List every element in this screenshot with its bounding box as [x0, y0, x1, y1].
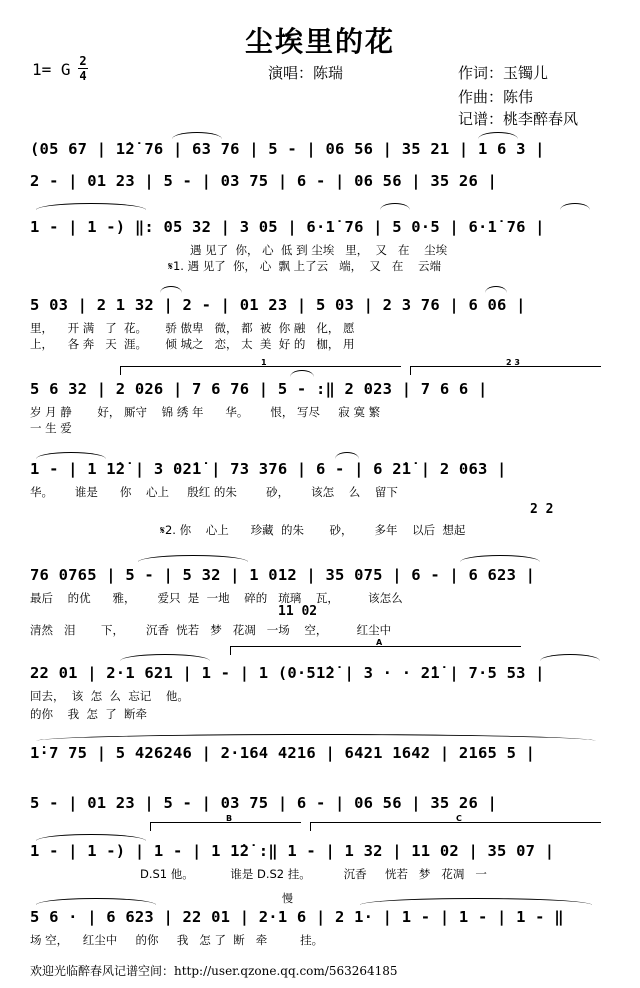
lyric-row-6-b: 𝄋2. 你 心上 珍藏 的朱 砂， 多年 以后 想起 [160, 523, 466, 537]
lyric-row-8-a: 回去， 该 怎 么 忘记 他。 [30, 689, 189, 703]
lyric-row-4-b: 上， 各 奔 天 涯。 倾 城之 恋， 太 美 好 的 枷， 用 [30, 337, 355, 351]
footer-link[interactable]: 欢迎光临醉春风记谱空间：http://user.qzone.qq.com/563264185 [30, 964, 398, 978]
key-signature: 1= G [32, 60, 71, 79]
lyric-row-5-b: 一 生 爱 [30, 421, 72, 435]
lyric-row-8-b: 的你 我 怎 了 断牵 [30, 707, 148, 721]
volta-b: B [150, 822, 301, 831]
lyric-row-6-a: 华。 谁是 你 心上 殷红 的朱 砂， 该怎 么 留下 [30, 485, 398, 499]
lyric-row-3-b: 𝄋1. 遇 见了 你， 心 飘 上了云 端， 又 在 云端 [168, 259, 442, 273]
notation-row-2: 2 - | 01 23 | 5 - | 03 75 | 6 - | 06 56 | 35 26 | [30, 172, 498, 190]
transcriber-credit: 记谱：桃李醉春风 [458, 110, 579, 128]
lyric-row-12-a: 场 空， 红尘中 的你 我 怎 了 断 牵 挂。 [30, 933, 324, 947]
notation-row-3: 1 - | 1 -) ‖: 05 32 | 3 05 | 6·1̇ 76 | 5 0·5 | 6·1̇ 76 | [30, 218, 545, 236]
notation-row-10: 5 - | 01 23 | 5 - | 03 75 | 6 - | 06 56 | 35 26 | [30, 794, 498, 812]
song-title: 尘埃里的花 [244, 25, 395, 58]
volta-2-3: 2 3 [410, 366, 601, 375]
time-sig-top: 2 [79, 54, 87, 68]
composer-credit: 作曲：陈伟 [458, 88, 534, 106]
notation-row-11: 1 - | 1 -) | 1 - | 1 1̇2̇ :‖ 1 - | 1 32 | 11 02 | 35 07 | [30, 842, 555, 860]
singer-credit: 演唱：陈瑞 [268, 64, 344, 82]
lyric-row-7-b: 清然 泪 下， 沉香 恍若 梦 花凋 一场 空， 红尘中 [30, 623, 392, 637]
notation-row-7: 76 0765 | 5 - | 5 32 | 1 012 | 35 075 | 6 - | 6 623 | [30, 566, 536, 584]
lyric-row-4-a: 里， 开 满 了 花。 骄 傲卑 微， 都 被 你 融 化， 愿 [30, 321, 355, 335]
slow-mark: 慢 [282, 892, 293, 905]
lyric-row-3-a: 遇 见了 你， 心 低 到 尘埃 里， 又 在 尘埃 [190, 243, 448, 257]
time-signature [78, 55, 88, 82]
notation-row-6: 1 - | 1 1̇2̇ | 3 02̇1̇ | 73 376 | 6 - | 6 2̇1̇ | 2 063 | [30, 460, 507, 478]
time-sig-bottom: 4 [79, 69, 87, 83]
volta-1: 1 [120, 366, 401, 375]
notation-row-8: 22 01 | 2·1 621 | 1 - | 1 (0·51̇2̇ | 3 · · 2̇1̇ | 7·5 53 | [30, 664, 545, 682]
upper-note-22: 2 2 [530, 502, 554, 517]
notation-row-9: 1̇·7 75 | 5 426246 | 2·164 4216 | 6421 1642 | 2165 5 | [30, 744, 536, 762]
section-a: A [230, 646, 521, 655]
notation-row-5: 5 6 32 | 2 026 | 7 6 76 | 5 - :‖ 2 023 | 7 6 6 | [30, 380, 488, 398]
upper-note-11-02: 11 02 [278, 604, 318, 619]
lyric-row-7-a: 最后 的优 雅， 爱只 是 一地 碎的 琉璃 瓦， 该怎么 [30, 591, 403, 605]
notation-row-1: (05 67 | 1̇2̇ 76 | 63 76 | 5 - | 06 56 | 35 21 | 1 6 3 | [30, 140, 545, 158]
notation-row-4: 5 03 | 2 1 32 | 2 - | 01 23 | 5 03 | 2 3 76 | 6 06 | [30, 296, 526, 314]
volta-c: C [310, 822, 601, 831]
lyricist-credit: 作词：玉镯儿 [458, 64, 549, 82]
notation-row-12: 5 6 · | 6 623 | 22 01 | 2·1 6 | 2 1· | 1 - | 1 - | 1 - ‖ [30, 908, 564, 926]
lyric-row-5-a: 岁 月 静 好， 厮守 锦 绣 年 华。 恨， 写尽 寂 寞 繁 [30, 405, 381, 419]
lyric-row-11-a: D.S1 他。 谁是 D.S2 挂。 沉香 恍若 梦 花凋 一 [140, 867, 487, 881]
